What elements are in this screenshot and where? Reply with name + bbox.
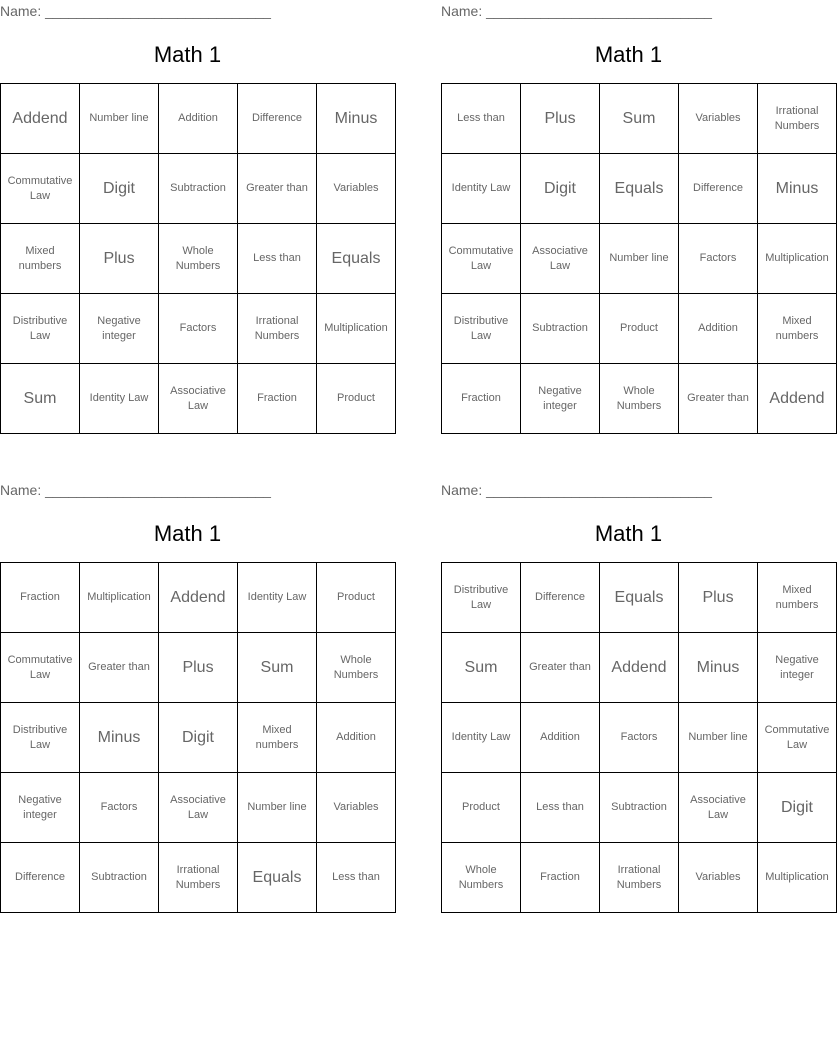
grid-cell: Greater than xyxy=(679,364,758,434)
grid-cell: Fraction xyxy=(1,563,80,633)
grid-cell: Less than xyxy=(442,84,521,154)
grid-cell: Greater than xyxy=(238,154,317,224)
grid-cell: Difference xyxy=(521,563,600,633)
grid-cell: Variables xyxy=(317,154,396,224)
grid-cell: Plus xyxy=(679,563,758,633)
grid-row xyxy=(1,364,396,434)
grid-cell: Irrational Numbers xyxy=(159,843,238,913)
grid-cell: Digit xyxy=(159,703,238,773)
grid-row xyxy=(442,633,837,703)
grid-cell: Whole Numbers xyxy=(442,843,521,913)
grid-cell: Addend xyxy=(758,364,837,434)
grid-cell: Mixed numbers xyxy=(758,563,837,633)
grid-row xyxy=(1,154,396,224)
grid-cell: Multiplication xyxy=(317,294,396,364)
grid-cell: Equals xyxy=(600,154,679,224)
grid-cell: Multiplication xyxy=(758,224,837,294)
grid-cell: Addition xyxy=(317,703,396,773)
grid-row xyxy=(442,154,837,224)
grid-cell: Number line xyxy=(80,84,159,154)
grid-cell: Greater than xyxy=(521,633,600,703)
grid-cell: Associative Law xyxy=(159,773,238,843)
grid-cell: Minus xyxy=(679,633,758,703)
grid-cell: Product xyxy=(442,773,521,843)
grid-cell: Associative Law xyxy=(521,224,600,294)
grid-cell: Difference xyxy=(238,84,317,154)
grid-cell: Minus xyxy=(317,84,396,154)
grid-cell: Distributive Law xyxy=(442,294,521,364)
grid-cell: Mixed numbers xyxy=(238,703,317,773)
grid-cell: Distributive Law xyxy=(442,563,521,633)
grid-cell: Difference xyxy=(679,154,758,224)
grid-cell: Identity Law xyxy=(238,563,317,633)
bingo-card-4 xyxy=(441,479,830,919)
grid-row xyxy=(1,633,396,703)
card-title: Math 1 xyxy=(153,42,222,67)
name-field: Name: _____________________________ xyxy=(441,482,712,498)
grid-cell: Equals xyxy=(317,224,396,294)
grid-cell: Whole Numbers xyxy=(317,633,396,703)
grid-cell: Product xyxy=(600,294,679,364)
grid-cell: Variables xyxy=(679,84,758,154)
grid-cell: Commutative Law xyxy=(1,154,80,224)
grid-cell: Fraction xyxy=(442,364,521,434)
grid-cell: Subtraction xyxy=(159,154,238,224)
grid-cell: Sum xyxy=(1,364,80,434)
grid-cell: Sum xyxy=(442,633,521,703)
grid-cell: Identity Law xyxy=(442,154,521,224)
grid-row xyxy=(1,294,396,364)
grid-row xyxy=(442,773,837,843)
grid-cell: Plus xyxy=(159,633,238,703)
grid-cell: Subtraction xyxy=(521,294,600,364)
grid-cell: Irrational Numbers xyxy=(758,84,837,154)
grid-row xyxy=(1,773,396,843)
grid-row xyxy=(442,84,837,154)
grid-cell: Plus xyxy=(521,84,600,154)
grid-cell: Associative Law xyxy=(159,364,238,434)
grid-cell: Number line xyxy=(238,773,317,843)
grid-cell: Addition xyxy=(679,294,758,364)
grid-cell: Equals xyxy=(238,843,317,913)
grid-cell: Digit xyxy=(80,154,159,224)
grid-cell: Identity Law xyxy=(442,703,521,773)
grid-cell: Addition xyxy=(159,84,238,154)
grid-cell: Sum xyxy=(600,84,679,154)
grid-cell: Product xyxy=(317,563,396,633)
grid-cell: Distributive Law xyxy=(1,703,80,773)
name-field: Name: _____________________________ xyxy=(0,3,271,19)
grid-row xyxy=(1,224,396,294)
grid-cell: Factors xyxy=(600,703,679,773)
grid-cell: Less than xyxy=(521,773,600,843)
bingo-grid xyxy=(441,562,837,913)
grid-cell: Number line xyxy=(679,703,758,773)
grid-row xyxy=(1,563,396,633)
grid-row xyxy=(442,364,837,434)
grid-cell: Negative integer xyxy=(758,633,837,703)
grid-cell: Commutative Law xyxy=(442,224,521,294)
grid-cell: Less than xyxy=(317,843,396,913)
grid-cell: Minus xyxy=(80,703,159,773)
grid-row xyxy=(442,703,837,773)
grid-cell: Negative integer xyxy=(521,364,600,434)
grid-cell: Identity Law xyxy=(80,364,159,434)
grid-row xyxy=(1,703,396,773)
bingo-grid xyxy=(0,83,396,434)
grid-cell: Mixed numbers xyxy=(1,224,80,294)
card-title: Math 1 xyxy=(153,521,222,546)
grid-cell: Product xyxy=(317,364,396,434)
grid-cell: Equals xyxy=(600,563,679,633)
grid-row xyxy=(1,84,396,154)
grid-cell: Mixed numbers xyxy=(758,294,837,364)
grid-cell: Negative integer xyxy=(80,294,159,364)
grid-cell: Greater than xyxy=(80,633,159,703)
grid-cell: Associative Law xyxy=(679,773,758,843)
name-field: Name: _____________________________ xyxy=(0,482,271,498)
grid-cell: Sum xyxy=(238,633,317,703)
grid-cell: Irrational Numbers xyxy=(600,843,679,913)
grid-cell: Variables xyxy=(317,773,396,843)
grid-row xyxy=(442,224,837,294)
grid-cell: Irrational Numbers xyxy=(238,294,317,364)
grid-cell: Factors xyxy=(159,294,238,364)
grid-cell: Factors xyxy=(80,773,159,843)
grid-row xyxy=(442,294,837,364)
grid-cell: Subtraction xyxy=(600,773,679,843)
bingo-card-2 xyxy=(441,0,829,440)
grid-cell: Multiplication xyxy=(758,843,837,913)
grid-cell: Factors xyxy=(679,224,758,294)
grid-cell: Commutative Law xyxy=(1,633,80,703)
grid-cell: Fraction xyxy=(238,364,317,434)
grid-cell: Addend xyxy=(1,84,80,154)
grid-cell: Multiplication xyxy=(80,563,159,633)
grid-cell: Minus xyxy=(758,154,837,224)
grid-cell: Variables xyxy=(679,843,758,913)
grid-row xyxy=(1,843,396,913)
grid-cell: Less than xyxy=(238,224,317,294)
name-field: Name: _____________________________ xyxy=(441,3,712,19)
grid-row xyxy=(442,563,837,633)
grid-row xyxy=(442,843,837,913)
grid-cell: Commutative Law xyxy=(758,703,837,773)
bingo-grid xyxy=(441,83,837,434)
grid-cell: Digit xyxy=(521,154,600,224)
grid-cell: Whole Numbers xyxy=(600,364,679,434)
grid-cell: Distributive Law xyxy=(1,294,80,364)
bingo-card-1 xyxy=(0,0,388,440)
grid-cell: Subtraction xyxy=(80,843,159,913)
grid-cell: Number line xyxy=(600,224,679,294)
bingo-card-3 xyxy=(0,479,380,919)
grid-cell: Addend xyxy=(600,633,679,703)
grid-cell: Whole Numbers xyxy=(159,224,238,294)
grid-cell: Digit xyxy=(758,773,837,843)
grid-cell: Addend xyxy=(159,563,238,633)
bingo-grid xyxy=(0,562,396,913)
card-title: Math 1 xyxy=(594,521,663,546)
grid-cell: Addition xyxy=(521,703,600,773)
card-title: Math 1 xyxy=(594,42,663,67)
grid-cell: Difference xyxy=(1,843,80,913)
grid-cell: Negative integer xyxy=(1,773,80,843)
grid-cell: Fraction xyxy=(521,843,600,913)
grid-cell: Plus xyxy=(80,224,159,294)
